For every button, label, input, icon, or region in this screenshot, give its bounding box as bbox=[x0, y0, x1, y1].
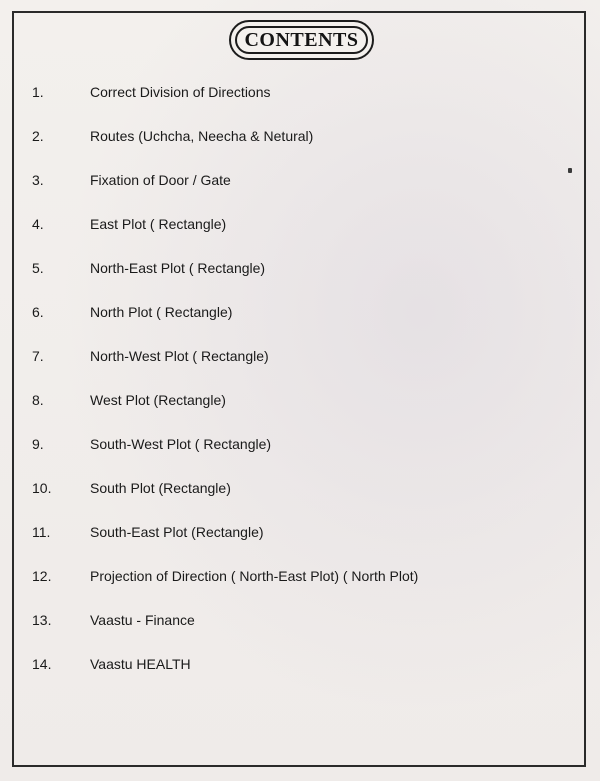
toc-entry-number: 14. bbox=[32, 656, 52, 672]
toc-entry bbox=[0, 84, 600, 106]
toc-entry-number: 11. bbox=[32, 524, 51, 540]
toc-entry-title: North-East Plot ( Rectangle) bbox=[90, 260, 266, 276]
toc-entry-number: 7. bbox=[32, 348, 44, 364]
toc-entry-number: 1. bbox=[32, 84, 44, 100]
toc-entry-number: 13. bbox=[32, 612, 52, 628]
toc-entry-title: Fixation of Door / Gate bbox=[90, 172, 231, 188]
toc-entry-number: 4. bbox=[32, 216, 44, 232]
toc-entry bbox=[0, 568, 600, 590]
toc-entry bbox=[0, 304, 600, 326]
toc-entry-number: 10. bbox=[32, 480, 52, 496]
toc-entry-title: North-West Plot ( Rectangle) bbox=[90, 348, 269, 364]
toc-entry-title: Routes (Uchcha, Neecha & Netural) bbox=[90, 128, 314, 144]
toc-entry-title: East Plot ( Rectangle) bbox=[90, 216, 227, 232]
toc-entry-number: 5. bbox=[32, 260, 44, 276]
toc-entry-number: 2. bbox=[32, 128, 44, 144]
toc-entry-title: Correct Division of Directions bbox=[90, 84, 271, 100]
toc-entry-number: 12. bbox=[32, 568, 52, 584]
toc-entry-number: 8. bbox=[32, 392, 44, 408]
toc-entry bbox=[0, 348, 600, 370]
toc-entry-title: South-West Plot ( Rectangle) bbox=[90, 436, 272, 452]
toc-entry bbox=[0, 392, 600, 414]
toc-entry bbox=[0, 216, 600, 238]
toc-entry-title: Projection of Direction ( North-East Plot) ( North Plot) bbox=[90, 568, 419, 584]
toc-entry-number: 9. bbox=[32, 436, 44, 452]
toc-entry bbox=[0, 128, 600, 150]
toc-entry-title: Vaastu - Finance bbox=[90, 612, 195, 628]
toc-entry bbox=[0, 656, 600, 678]
page-title: CONTENTS bbox=[244, 28, 359, 51]
toc-entry-number: 6. bbox=[32, 304, 44, 320]
toc-entry bbox=[0, 260, 600, 282]
toc-entry-title: Vaastu HEALTH bbox=[90, 656, 191, 672]
toc-entry bbox=[0, 612, 600, 634]
toc-entry-number: 3. bbox=[32, 172, 44, 188]
toc-entry-title: West Plot (Rectangle) bbox=[90, 392, 226, 408]
toc-entry-title: South-East Plot (Rectangle) bbox=[90, 524, 264, 540]
toc-entry-title: South Plot (Rectangle) bbox=[90, 480, 231, 496]
toc-entry bbox=[0, 480, 600, 502]
toc-entry bbox=[0, 172, 600, 194]
toc-entry-title: North Plot ( Rectangle) bbox=[90, 304, 233, 320]
toc-entry bbox=[0, 524, 600, 546]
toc-entry bbox=[0, 436, 600, 458]
